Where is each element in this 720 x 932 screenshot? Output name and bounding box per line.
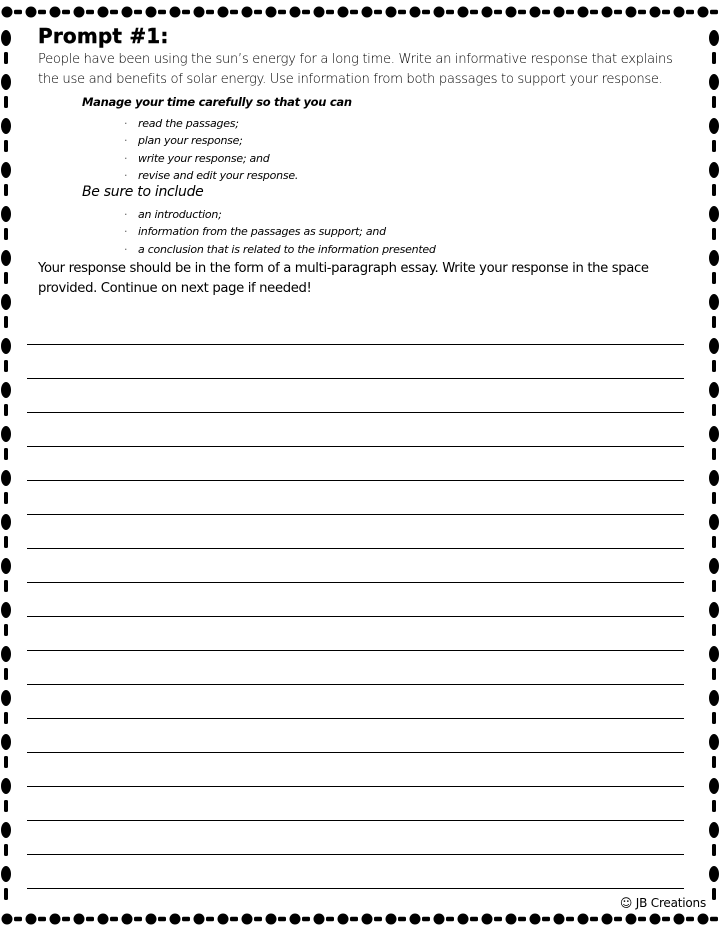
border-dash — [712, 844, 716, 856]
list-item: · write your response; and — [124, 150, 298, 167]
border-dot — [1, 822, 11, 838]
list-item: · a conclusion that is related to the information presented — [124, 241, 436, 258]
border-dot — [709, 734, 719, 750]
border-dash — [4, 844, 8, 856]
border-dot — [1, 382, 11, 398]
response-instructions: Your response should be in the form of a multi-paragraph essay. Write your response in the space provided. Continue on next page if needed! — [38, 261, 649, 296]
border-dash — [712, 888, 716, 900]
border-dot — [709, 690, 719, 706]
border-dash — [14, 917, 22, 921]
border-dash — [4, 316, 8, 328]
border-dot — [1, 866, 11, 882]
writing-line[interactable] — [27, 888, 684, 889]
copyright-credit: ☺ JB Creations — [619, 896, 706, 910]
border-dot — [1, 338, 11, 354]
border-dash — [4, 536, 8, 548]
border-dot — [1, 690, 11, 706]
writing-line[interactable] — [27, 854, 684, 855]
be-sure-heading: Be sure to include — [82, 184, 204, 200]
border-dot — [709, 338, 719, 354]
border-dot — [698, 7, 709, 18]
border-dash — [712, 800, 716, 812]
border-dot — [709, 74, 719, 90]
border-dot — [1, 470, 11, 486]
writing-line[interactable] — [27, 412, 684, 413]
list-item: · an introduction; — [124, 206, 436, 223]
border-dash — [712, 580, 716, 592]
border-dot — [1, 602, 11, 618]
border-dash — [710, 917, 718, 921]
border-dot — [1, 646, 11, 662]
border-dot — [1, 206, 11, 222]
border-dot — [1, 74, 11, 90]
writing-line[interactable] — [27, 344, 684, 345]
border-dash — [686, 10, 694, 14]
prompt-title: Prompt #1: — [38, 24, 169, 48]
border-dash — [712, 96, 716, 108]
writing-line[interactable] — [27, 378, 684, 379]
border-dot — [1, 162, 11, 178]
border-dot — [709, 30, 719, 46]
border-dot — [709, 602, 719, 618]
border-dash — [712, 624, 716, 636]
border-dash — [712, 52, 716, 64]
border-dash — [4, 712, 8, 724]
border-dash — [4, 96, 8, 108]
border-dash — [4, 580, 8, 592]
writing-line[interactable] — [27, 548, 684, 549]
border-dot — [1, 294, 11, 310]
border-dash — [712, 184, 716, 196]
border-dash — [710, 10, 718, 14]
border-dash — [4, 184, 8, 196]
border-dot — [709, 426, 719, 442]
border-dash — [4, 668, 8, 680]
border-dash — [712, 360, 716, 372]
border-dash — [712, 404, 716, 416]
writing-lines-area[interactable] — [27, 0, 684, 932]
border-dot — [709, 294, 719, 310]
border-dot — [1, 250, 11, 266]
list-item: · information from the passages as support; and — [124, 223, 436, 240]
border-dash — [712, 448, 716, 460]
prompt-intro: People have been using the sun’s energy for a long time. Write an informative response that explains the use and benefits of solar energy. Use information from both passages to support your response. — [38, 52, 673, 87]
writing-line[interactable] — [27, 684, 684, 685]
writing-line[interactable] — [27, 514, 684, 515]
border-dot — [709, 382, 719, 398]
border-dot — [1, 30, 11, 46]
border-dot — [709, 118, 719, 134]
writing-line[interactable] — [27, 616, 684, 617]
border-dot — [709, 778, 719, 794]
border-dot — [2, 914, 13, 925]
border-dash — [4, 624, 8, 636]
border-dot — [1, 118, 11, 134]
writing-line[interactable] — [27, 786, 684, 787]
border-dash — [712, 272, 716, 284]
manage-time-heading: Manage your time carefully so that you can — [82, 95, 352, 109]
list-item: · read the passages; — [124, 115, 298, 132]
border-dash — [712, 228, 716, 240]
border-dot — [698, 914, 709, 925]
border-dash — [712, 140, 716, 152]
border-dot — [1, 514, 11, 530]
border-dash — [712, 536, 716, 548]
border-dot — [709, 162, 719, 178]
border-dot — [709, 558, 719, 574]
border-dot — [709, 646, 719, 662]
writing-line[interactable] — [27, 446, 684, 447]
border-dash — [712, 492, 716, 504]
border-dash — [4, 52, 8, 64]
border-dash — [4, 888, 8, 900]
border-dash — [4, 492, 8, 504]
border-dash — [4, 756, 8, 768]
border-dot — [709, 206, 719, 222]
writing-line[interactable] — [27, 480, 684, 481]
border-dot — [709, 822, 719, 838]
border-dash — [4, 272, 8, 284]
border-dash — [14, 10, 22, 14]
writing-line[interactable] — [27, 820, 684, 821]
writing-line[interactable] — [27, 582, 684, 583]
writing-line[interactable] — [27, 718, 684, 719]
border-dash — [686, 917, 694, 921]
border-dot — [709, 866, 719, 882]
border-dot — [1, 734, 11, 750]
border-dash — [712, 712, 716, 724]
border-dot — [1, 778, 11, 794]
list-item: · plan your response; — [124, 132, 298, 149]
list-item: · revise and edit your response. — [124, 167, 298, 184]
border-dash — [4, 800, 8, 812]
border-dash — [712, 316, 716, 328]
border-dash — [4, 228, 8, 240]
border-dash — [4, 448, 8, 460]
border-dash — [4, 404, 8, 416]
border-dot — [709, 250, 719, 266]
border-dot — [709, 514, 719, 530]
border-dot — [1, 558, 11, 574]
border-dash — [712, 668, 716, 680]
border-dot — [2, 7, 13, 18]
border-dot — [1, 426, 11, 442]
writing-line[interactable] — [27, 650, 684, 651]
border-right — [709, 30, 719, 900]
border-left — [1, 30, 11, 900]
border-dot — [709, 470, 719, 486]
writing-line[interactable] — [27, 752, 684, 753]
border-dash — [712, 756, 716, 768]
border-dash — [4, 360, 8, 372]
border-dash — [4, 140, 8, 152]
